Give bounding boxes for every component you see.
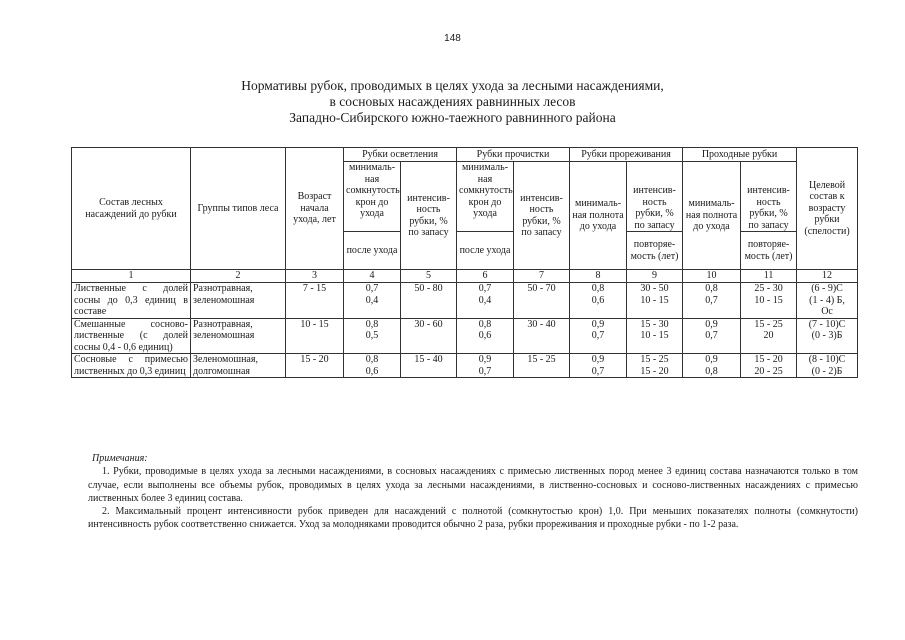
row-cleaning-intensity: 15 - 25	[514, 354, 570, 378]
header-passing: Проходные рубки	[683, 148, 797, 162]
column-number: 10	[683, 270, 741, 283]
row-lightening-density: 0,8 0,5	[344, 318, 401, 354]
page-number: 148	[444, 33, 461, 44]
header-thinning-min: минималь- ная полнота до ухода	[570, 162, 627, 270]
title-line-3: Западно-Сибирского южно-таежного равнинного района	[289, 110, 616, 125]
document-title	[0, 78, 905, 126]
header-passing-min: минималь- ная полнота до ухода	[683, 162, 741, 270]
row-thinning-intensity: 15 - 25 15 - 20	[627, 354, 683, 378]
row-target: (6 - 9)С (1 - 4) Б, Ос	[797, 283, 858, 319]
header-thinning-intensity: интенсив- ность рубки, % по запасу	[627, 162, 683, 232]
row-thinning-intensity: 30 - 50 10 - 15	[627, 283, 683, 319]
table-row	[72, 318, 858, 354]
row-age: 7 - 15	[286, 283, 344, 319]
header-lightening-after: после ухода	[344, 232, 401, 270]
column-number: 7	[514, 270, 570, 283]
column-number: 4	[344, 270, 401, 283]
header-thinning-repeat: повторяе- мость (лет)	[627, 232, 683, 270]
column-number: 9	[627, 270, 683, 283]
column-number: 8	[570, 270, 627, 283]
header-cleaning-after: после ухода	[457, 232, 514, 270]
row-target: (7 - 10)С (0 - 3)Б	[797, 318, 858, 354]
row-composition: Смешанные сосново-лиственные (с долей сосны 0,4 - 0,6 единиц)	[72, 318, 191, 354]
column-number: 2	[191, 270, 286, 283]
header-composition: Состав лесных насаждений до рубки	[72, 148, 191, 270]
row-thinning-density: 0,8 0,6	[570, 283, 627, 319]
header-passing-intensity: интенсив- ность рубки, % по запасу	[741, 162, 797, 232]
header-thinning: Рубки прореживания	[570, 148, 683, 162]
row-forest-group: Разнотравная, зеленомошная	[191, 318, 286, 354]
header-passing-repeat: повторяе- мость (лет)	[741, 232, 797, 270]
notes-title: Примечания:	[92, 453, 148, 464]
row-composition: Сосновые с примесью лиственных до 0,3 единиц	[72, 354, 191, 378]
row-passing-density: 0,8 0,7	[683, 283, 741, 319]
row-thinning-density: 0,9 0,7	[570, 354, 627, 378]
row-lightening-intensity: 15 - 40	[401, 354, 457, 378]
header-lightening-intensity: интенсив- ность рубки, % по запасу	[401, 162, 457, 270]
header-lightening: Рубки осветления	[344, 148, 457, 162]
row-passing-intensity: 25 - 30 10 - 15	[741, 283, 797, 319]
column-number: 11	[741, 270, 797, 283]
row-target: (8 - 10)С (0 - 2)Б	[797, 354, 858, 378]
header-forest-groups: Группы типов леса	[191, 148, 286, 270]
row-lightening-density: 0,7 0,4	[344, 283, 401, 319]
row-thinning-density: 0,9 0,7	[570, 318, 627, 354]
header-row-1	[72, 148, 858, 162]
row-cleaning-density: 0,8 0,6	[457, 318, 514, 354]
notes-section	[88, 452, 858, 532]
table-row	[72, 354, 858, 378]
header-cleaning: Рубки прочистки	[457, 148, 570, 162]
row-passing-intensity: 15 - 20 20 - 25	[741, 354, 797, 378]
column-number-row	[72, 270, 858, 283]
title-line-2: в сосновых насаждениях равнинных лесов	[329, 94, 576, 109]
column-number: 3	[286, 270, 344, 283]
column-number: 1	[72, 270, 191, 283]
header-lightening-min: минималь- ная сомкнутость крон до ухода	[344, 162, 401, 232]
norms-table	[71, 147, 858, 378]
table-row	[72, 283, 858, 319]
row-cleaning-intensity: 50 - 70	[514, 283, 570, 319]
column-number: 6	[457, 270, 514, 283]
row-lightening-intensity: 30 - 60	[401, 318, 457, 354]
row-cleaning-density: 0,9 0,7	[457, 354, 514, 378]
header-cleaning-intensity: интенсив- ность рубки, % по запасу	[514, 162, 570, 270]
row-forest-group: Зеленомошная, долгомошная	[191, 354, 286, 378]
column-number: 12	[797, 270, 858, 283]
row-age: 15 - 20	[286, 354, 344, 378]
row-passing-density: 0,9 0,7	[683, 318, 741, 354]
row-cleaning-intensity: 30 - 40	[514, 318, 570, 354]
header-cleaning-min: минималь- ная сомкнутость крон до ухода	[457, 162, 514, 232]
row-passing-intensity: 15 - 25 20	[741, 318, 797, 354]
note-1: 1. Рубки, проводимые в целях ухода за лесными насаждениями, в сосновых насаждениях с примесью лиственных пород менее 3 единиц состава назначаются только в том случае, если выполнены все объемы рубок, проводимых в целях ухода за лесными насаждениями, в лиственно-сосновых и сосново-лиственных насаждениях с примесью лиственных более 3 единиц состава.	[88, 466, 858, 504]
row-age: 10 - 15	[286, 318, 344, 354]
note-2: 2. Максимальный процент интенсивности рубок приведен для насаждений с полнотой (сомкнутостью крон) 1,0. При меньших показателях полноты (сомкнутости) интенсивность рубок соответственно снижается. Уход за молодняками проводится обычно 2 раза, рубки прореживания и проходные рубки - по 1-2 раза.	[88, 506, 858, 531]
row-thinning-intensity: 15 - 30 10 - 15	[627, 318, 683, 354]
row-passing-density: 0,9 0,8	[683, 354, 741, 378]
row-lightening-density: 0,8 0,6	[344, 354, 401, 378]
title-line-1: Нормативы рубок, проводимых в целях ухода за лесными насаждениями,	[241, 78, 664, 93]
row-composition: Лиственные с долей сосны до 0,3 единиц в составе	[72, 283, 191, 319]
column-number: 5	[401, 270, 457, 283]
row-forest-group: Разнотравная, зеленомошная	[191, 283, 286, 319]
header-age: Возраст начала ухода, лет	[286, 148, 344, 270]
header-target: Целевой состав к возрасту рубки (спелости)	[797, 148, 858, 270]
row-lightening-intensity: 50 - 80	[401, 283, 457, 319]
row-cleaning-density: 0,7 0,4	[457, 283, 514, 319]
